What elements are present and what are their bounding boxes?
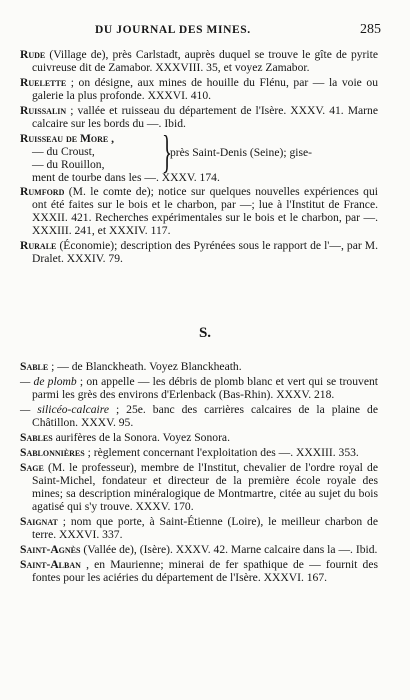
entry-text: ; nom que porte, à Saint-Étienne (Loire), le meilleur charbon de terre. XXXVI. 337. bbox=[32, 515, 378, 541]
entry-head: Saint-Agnès bbox=[20, 543, 81, 556]
entry-head: Sables bbox=[20, 431, 53, 444]
entry-head: Ruissalin bbox=[20, 104, 67, 117]
curly-brace-icon: } bbox=[162, 126, 172, 177]
entry-head: Saint-Alban bbox=[20, 558, 81, 571]
entry-text: (M. le professeur), membre de l'Institut, chevalier de l'ordre royal de Saint-Michel, fondateur et directeur de la première école royale des mines; sa description minéralogique de Montmartre, citée au sujet du bois agatisé qui s'y trouve. XXXV. 170. bbox=[32, 461, 378, 513]
entry-text: , en Maurienne; minerai de fer spathique de — fournit des fontes pour les aciéries du département de l'Isère. XXXVI. 167. bbox=[32, 558, 378, 584]
index-column-s bbox=[20, 360, 378, 586]
entry-text: ; on désigne, aux mines de houille du Flénu, par — la voie ou galerie la plus profonde. XXXVI. 410. bbox=[32, 76, 378, 102]
index-entry bbox=[20, 375, 378, 401]
running-title: DU JOURNAL DES MINES. bbox=[95, 24, 251, 36]
index-entry bbox=[20, 185, 378, 237]
index-entry bbox=[20, 360, 378, 373]
entry-head: Rurale bbox=[20, 239, 57, 252]
entry-text: (M. le comte de); notice sur quelques nouvelles expériences qui ont été faites sur le bois et le charbon, par —; lue à l'Institut de France. XXXII. 421. Recherches expérimentales sur le bois et le charbon, par —. XXXIII. 241, et XXXIV. 117. bbox=[32, 185, 378, 237]
entry-text: ; règlement concernant l'exploitation des —. XXXIII. 353. bbox=[84, 446, 359, 459]
bracket-line: — du Rouillon, bbox=[32, 158, 105, 171]
entry-text: ; — de Blanckheath. Voyez Blanckheath. bbox=[48, 360, 242, 373]
entry-text: (Village de), près Carlstadt, auprès duquel se trouve le gîte de pyrite cuivreuse dit de Zamabor. XXXVIII. 35, et voyez Zamabor. bbox=[32, 48, 378, 74]
index-entry bbox=[20, 461, 378, 513]
bracket-line: — du Croust, bbox=[32, 145, 95, 158]
bracket-text: près Saint-Denis (Seine); gise- bbox=[170, 146, 312, 159]
page-header bbox=[0, 22, 410, 42]
index-entry bbox=[20, 239, 378, 265]
index-entry bbox=[20, 104, 378, 130]
entry-head: Sable bbox=[20, 360, 49, 373]
entry-text: (Vallée de), (Isère). XXXV. 42. Marne calcaire dans la —. Ibid. bbox=[80, 543, 378, 556]
entry-text: ; 25e. banc des carrières calcaires de la plaine de Châtillon. XXXV. 95. bbox=[32, 403, 378, 429]
entry-head: Rumford bbox=[20, 185, 65, 198]
index-entry bbox=[20, 558, 378, 584]
entry-head: Saignat bbox=[20, 515, 58, 528]
index-entry bbox=[20, 543, 378, 556]
section-letter: S. bbox=[198, 325, 212, 341]
entry-head: — de plomb bbox=[20, 375, 77, 388]
entry-head: Sage bbox=[20, 461, 44, 474]
index-column-r bbox=[20, 48, 378, 267]
index-entry bbox=[20, 431, 378, 444]
index-entry bbox=[20, 48, 378, 74]
index-entry bbox=[20, 515, 378, 541]
bracket-tail: ment de tourbe dans les —. XXXV. 174. bbox=[32, 171, 220, 184]
entry-text: ; on appelle — les débris de plomb blanc et vert qui se trouvent parmi les grès des environs d'Erlenback (Bas-Rhin). XXXV. 218. bbox=[32, 375, 378, 401]
entry-head: Ruelette bbox=[20, 76, 67, 89]
entry-head: Sablonnières bbox=[20, 446, 85, 459]
ruisseau-bracket-entry bbox=[20, 126, 378, 185]
index-entry bbox=[20, 446, 378, 459]
entry-head: — silicéo-calcaire bbox=[20, 403, 109, 416]
page-number: 285 bbox=[360, 22, 381, 37]
bracket-line: Ruisseau de More , bbox=[20, 132, 115, 145]
index-entry bbox=[20, 403, 378, 429]
entry-text: (Économie); description des Pyrénées sous le rapport de l'—, par M. Dralet. XXXIV. 79. bbox=[32, 239, 378, 265]
entry-text: aurifères de la Sonora. Voyez Sonora. bbox=[52, 431, 230, 444]
index-entry bbox=[20, 76, 378, 102]
entry-head: Rude bbox=[20, 48, 46, 61]
entry-text: ; vallée et ruisseau du département de l'Isère. XXXV. 41. Marne calcaire sur les bords du —. Ibid. bbox=[32, 104, 378, 130]
